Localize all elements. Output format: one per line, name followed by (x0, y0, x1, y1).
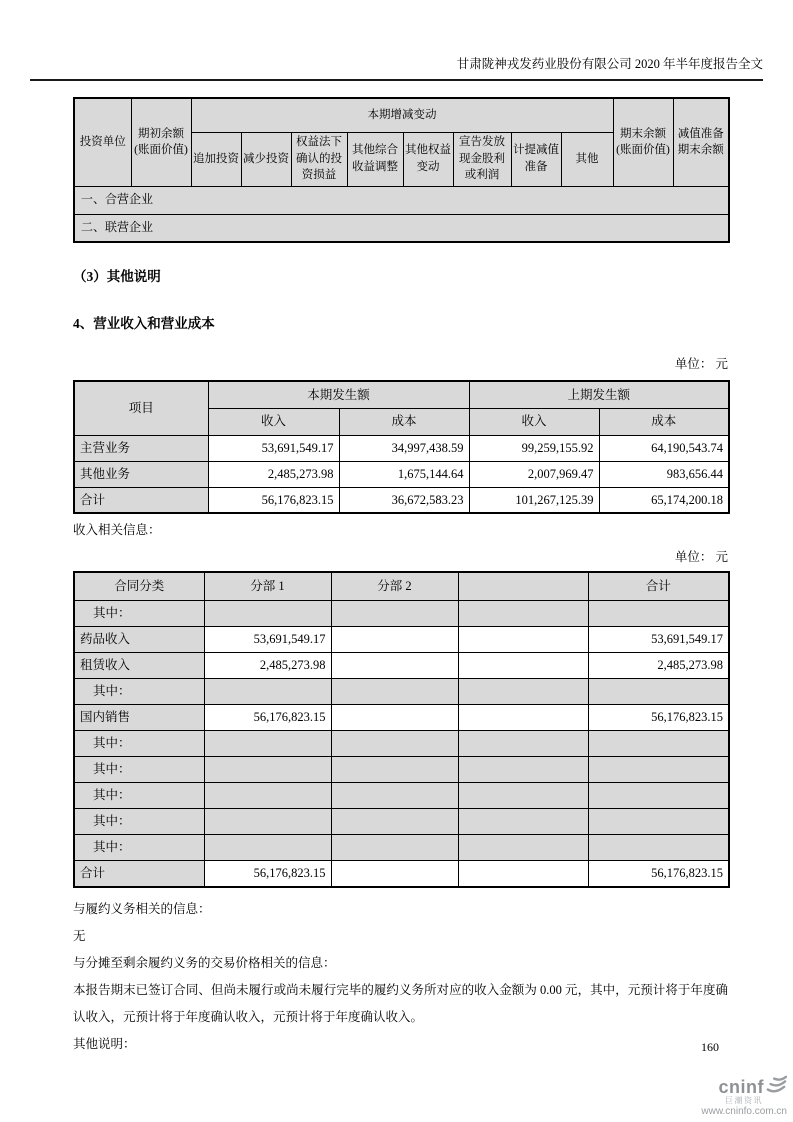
col-prior-cost: 成本 (599, 408, 729, 435)
investment-table (73, 97, 730, 243)
cell-total (588, 600, 729, 626)
cell-prior-cost: 65,174,200.18 (599, 487, 729, 513)
cell-prior-income: 99,259,155.92 (469, 435, 599, 461)
col-item: 项目 (74, 381, 208, 435)
cell-total (588, 678, 729, 704)
row-label: 其中： (74, 730, 204, 756)
row-label: 其他业务 (74, 461, 208, 487)
cell-prior-cost: 64,190,543.74 (599, 435, 729, 461)
col-other-equity-change: 其他权益变动 (403, 132, 453, 186)
col-group-current-period: 本期发生额 (208, 381, 469, 408)
cell-total (588, 782, 729, 808)
cell-prior-income: 101,267,125.39 (469, 487, 599, 513)
unit-label: 单位： 元 (674, 550, 728, 564)
col-total: 合计 (588, 572, 729, 600)
none-text: 无 (73, 929, 86, 943)
col-impairment-closing: 减值准备期末余额 (673, 98, 729, 186)
col-opening-balance: 期初余额(账面价值) (131, 98, 191, 186)
cell-total (588, 834, 729, 860)
investment-header-row-1 (74, 98, 729, 132)
col-other: 其他 (561, 132, 613, 186)
cell-segment-1: 56,176,823.15 (204, 860, 331, 887)
cninfo-logo (667, 1075, 787, 1117)
cell-total (588, 730, 729, 756)
cell-blank (458, 782, 588, 808)
document-header-title: 甘肃陇神戎发药业股份有限公司 2020 年半年度报告全文 (30, 54, 763, 81)
table-row-among-which (74, 782, 729, 808)
row-label: 租赁收入 (74, 652, 204, 678)
col-equity-method-pnl: 权益法下确认的投资损益 (291, 132, 347, 186)
section-title-other-notes: （3）其他说明 (73, 269, 161, 284)
table-row-pharma-income (74, 626, 729, 652)
remaining-obligation-paragraph: 本报告期末已签订合同、但尚未履行或尚未履行完毕的履约义务所对应的收入金额为 0.00 元，其中，元预计将于年度确认收入，元预计将于年度确认收入，元预计将于年度确认收入。 (73, 983, 728, 1024)
cell-blank (458, 704, 588, 730)
cell-blank (458, 756, 588, 782)
cell-total: 56,176,823.15 (588, 860, 729, 887)
cell-blank (458, 860, 588, 887)
cell-segment-1 (204, 678, 331, 704)
table-row-among-which (74, 808, 729, 834)
cell-segment-2 (331, 756, 458, 782)
cell-segment-1 (204, 730, 331, 756)
col-declared-dividends: 宣告发放现金股利或利润 (453, 132, 511, 186)
page-number: 160 (701, 1040, 719, 1054)
row-label: 其中： (74, 782, 204, 808)
col-impairment-provision: 计提减值准备 (511, 132, 561, 186)
cell-segment-2 (331, 678, 458, 704)
cell-segment-2 (331, 730, 458, 756)
cell-current-income: 56,176,823.15 (208, 487, 339, 513)
cell-current-cost: 34,997,438.59 (339, 435, 469, 461)
revenue-cost-table (73, 380, 730, 514)
cell-segment-1: 56,176,823.15 (204, 704, 331, 730)
other-note-label: 其他说明： (73, 1037, 136, 1051)
row-label: 其中： (74, 600, 204, 626)
cell-segment-2 (331, 808, 458, 834)
col-investor: 投资单位 (74, 98, 131, 186)
joint-ventures-label: 一、合营企业 (74, 186, 729, 214)
table-row-main-business (74, 435, 729, 461)
cell-current-income: 53,691,549.17 (208, 435, 339, 461)
row-label: 合计 (74, 860, 204, 887)
table-row-among-which (74, 678, 729, 704)
cell-blank (458, 834, 588, 860)
table-row-other-business (74, 461, 729, 487)
logo-website: www.cninfo.com.cn (701, 1106, 787, 1117)
cell-current-cost: 1,675,144.64 (339, 461, 469, 487)
cell-segment-1 (204, 808, 331, 834)
notes-block (73, 896, 728, 1058)
logo-chinese-name: 巨潮资讯 (725, 1096, 763, 1105)
cell-blank (458, 808, 588, 834)
col-closing-balance: 期末余额(账面价值) (613, 98, 673, 186)
cell-current-income: 2,485,273.98 (208, 461, 339, 487)
table-row-total (74, 487, 729, 513)
table-row-among-which (74, 834, 729, 860)
cell-blank (458, 626, 588, 652)
cell-segment-2 (331, 860, 458, 887)
cell-segment-2 (331, 782, 458, 808)
cell-total (588, 808, 729, 834)
cell-segment-1 (204, 834, 331, 860)
row-label: 其中： (74, 808, 204, 834)
cell-segment-1 (204, 782, 331, 808)
cell-total: 53,691,549.17 (588, 626, 729, 652)
table-row-joint-ventures (74, 186, 729, 214)
swirl-icon (765, 1075, 787, 1100)
row-label: 其中： (74, 756, 204, 782)
cell-segment-2 (331, 652, 458, 678)
cell-blank (458, 600, 588, 626)
cell-total: 2,485,273.98 (588, 652, 729, 678)
cell-prior-income: 2,007,969.47 (469, 461, 599, 487)
page-content (73, 97, 728, 1058)
cell-current-cost: 36,672,583.23 (339, 487, 469, 513)
obligation-info-label: 与履约义务相关的信息： (73, 902, 211, 916)
cell-blank (458, 652, 588, 678)
cell-segment-1 (204, 600, 331, 626)
cell-segment-1: 2,485,273.98 (204, 652, 331, 678)
table-row-total (74, 860, 729, 887)
table-row-rental-income (74, 652, 729, 678)
cell-segment-2 (331, 626, 458, 652)
cell-segment-1 (204, 756, 331, 782)
cell-segment-2 (331, 834, 458, 860)
cell-total: 56,176,823.15 (588, 704, 729, 730)
table-row-among-which (74, 600, 729, 626)
contract-header-row (74, 572, 729, 600)
col-segment-1: 分部 1 (204, 572, 331, 600)
col-additional-investment: 追加投资 (191, 132, 241, 186)
associates-label: 二、联营企业 (74, 214, 729, 242)
cell-segment-2 (331, 600, 458, 626)
row-label: 其中： (74, 834, 204, 860)
col-other-comprehensive-income: 其他综合收益调整 (347, 132, 403, 186)
cell-blank (458, 730, 588, 756)
row-label: 主营业务 (74, 435, 208, 461)
cell-blank (458, 678, 588, 704)
col-current-income: 收入 (208, 408, 339, 435)
col-group-prior-period: 上期发生额 (469, 381, 729, 408)
unit-label: 单位： 元 (674, 357, 728, 371)
row-label: 其中： (74, 678, 204, 704)
cell-prior-cost: 983,656.44 (599, 461, 729, 487)
col-contract-category: 合同分类 (74, 572, 204, 600)
cell-segment-2 (331, 704, 458, 730)
col-reduced-investment: 减少投资 (241, 132, 291, 186)
col-segment-2: 分部 2 (331, 572, 458, 600)
table-row-among-which (74, 730, 729, 756)
section-title-revenue: 4、营业收入和营业成本 (73, 316, 215, 331)
table-row-among-which (74, 756, 729, 782)
logo-brand-text: cninf (718, 1077, 764, 1097)
income-info-label: 收入相关信息： (73, 523, 161, 537)
remaining-price-info-label: 与分摊至剩余履约义务的交易价格相关的信息： (73, 956, 336, 970)
col-group-period-change: 本期增减变动 (191, 98, 613, 132)
row-label: 合计 (74, 487, 208, 513)
row-label: 国内销售 (74, 704, 204, 730)
table-row-associates (74, 214, 729, 242)
col-current-cost: 成本 (339, 408, 469, 435)
cell-segment-1: 53,691,549.17 (204, 626, 331, 652)
revenue-header-row-1 (74, 381, 729, 408)
row-label: 药品收入 (74, 626, 204, 652)
contract-classification-table (73, 571, 730, 888)
cell-total (588, 756, 729, 782)
table-row-domestic-sales (74, 704, 729, 730)
col-blank (458, 572, 588, 600)
col-prior-income: 收入 (469, 408, 599, 435)
